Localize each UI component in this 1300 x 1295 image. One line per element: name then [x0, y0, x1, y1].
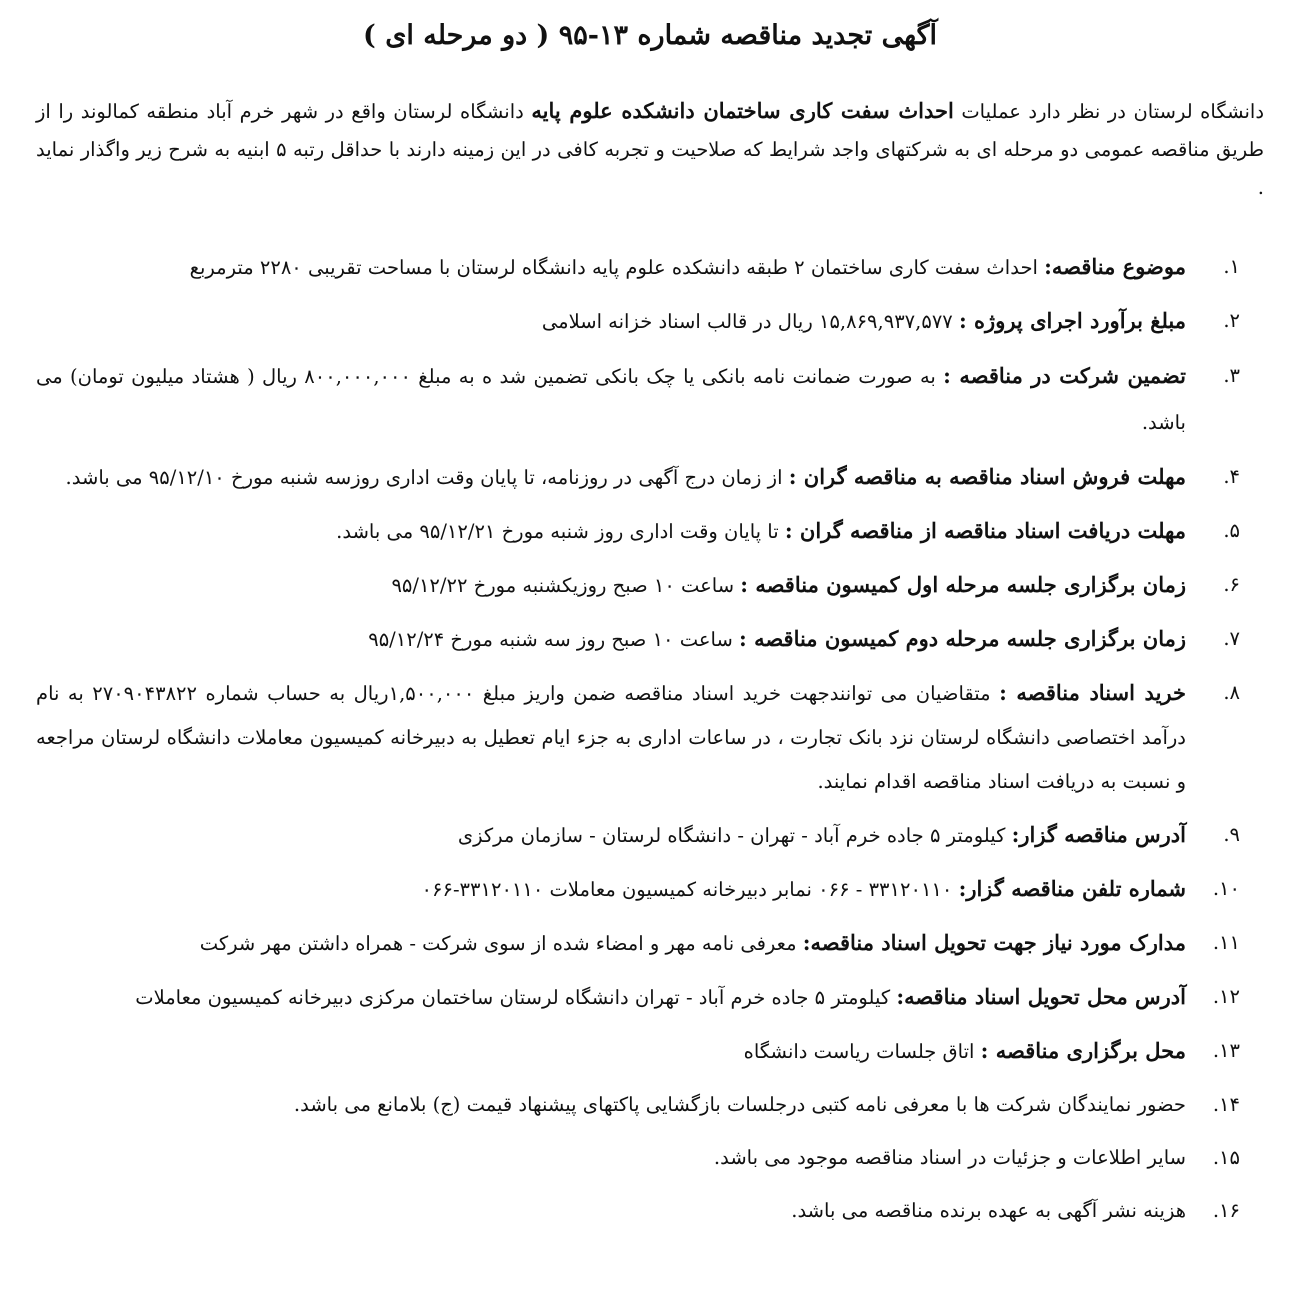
item-text: معرفی نامه مهر و امضاء شده از سوی شرکت - همراه داشتن مهر شرکت — [199, 932, 797, 955]
notice-title: آگهی تجدید مناقصه شماره ۱۳-۹۵ ( دو مرحله ای ) — [363, 20, 937, 51]
item-text: سایر اطلاعات و جزئیات در اسناد مناقصه موجود می باشد. — [713, 1146, 1186, 1169]
item-number: ۱۶. — [1212, 1199, 1240, 1222]
term-item-receipt-deadline — [36, 509, 1264, 554]
intro-project-name: احداث سفت کاری ساختمان دانشکده علوم پایه — [531, 98, 954, 123]
term-item-delivery-address — [36, 975, 1264, 1020]
item-number: ۱. — [1223, 255, 1240, 278]
item-text: هزینه نشر آگهی به عهده برنده مناقصه می باشد. — [791, 1199, 1186, 1222]
term-item-phone — [36, 867, 1264, 912]
item-text: کیلومتر ۵ جاده خرم آباد - تهران - دانشگاه لرستان - سازمان مرکزی — [457, 824, 1006, 847]
item-label: شماره تلفن مناقصه گزار: — [958, 876, 1186, 901]
item-number: ۱۰. — [1212, 877, 1240, 900]
item-number: ۹. — [1223, 823, 1240, 846]
item-label: مهلت فروش اسناد مناقصه به مناقصه گران : — [788, 464, 1186, 489]
term-item-estimate — [36, 299, 1264, 344]
item-text: ساعت ۱۰ صبح روز سه شنبه مورخ ۹۵/۱۲/۲۴ — [368, 628, 733, 651]
item-label: مبلغ برآورد اجرای پروژه : — [958, 308, 1186, 333]
item-number: ۷. — [1223, 627, 1240, 650]
item-number: ۴. — [1223, 465, 1240, 488]
term-item-venue — [36, 1029, 1264, 1074]
item-number: ۵. — [1223, 519, 1240, 542]
item-label: خرید اسناد مناقصه : — [999, 680, 1186, 705]
item-number: ۳. — [1223, 364, 1240, 387]
item-number: ۱۱. — [1212, 931, 1240, 954]
item-number: ۱۴. — [1212, 1093, 1240, 1116]
item-text: به صورت ضمانت نامه بانکی یا چک بانکی تضمین شد ه به مبلغ ۸۰۰,۰۰۰,۰۰۰ ریال ( هشتاد میلیون تومان) می باشد. — [36, 365, 1186, 434]
item-text: اتاق جلسات ریاست دانشگاه — [743, 1040, 975, 1063]
item-label: تضمین شرکت در مناقصه : — [943, 363, 1186, 388]
item-number: ۱۵. — [1212, 1146, 1240, 1169]
item-label: مهلت دریافت اسناد مناقصه از مناقصه گران : — [784, 518, 1186, 543]
intro-paragraph — [36, 92, 1264, 207]
term-item-purchase — [36, 671, 1264, 804]
item-number: ۱۲. — [1212, 985, 1240, 1008]
item-text: ۳۳۱۲۰۱۱۰ - ۰۶۶ نمابر دبیرخانه کمیسیون معاملات ۳۳۱۲۰۱۱۰-۰۶۶ — [421, 878, 953, 901]
item-text: متقاضیان می توانندجهت خرید اسناد مناقصه ضمن واریز مبلغ ۱,۵۰۰,۰۰۰ریال به حساب شماره ۲۷۰۹۰۴۳۸۲۲ به نام درآمد اختصاصی دانشگاه لرستان نزد بانک تجارت ، در ساعات اداری به جزء ایام تعطیل به دبیرخانه کمیسیون معاملات دانشگاه لرستان مراجعه و نسبت به دریافت اسناد مناقصه اقدام نمایند. — [36, 682, 1186, 793]
item-label: محل برگزاری مناقصه : — [980, 1038, 1186, 1063]
item-text: ساعت ۱۰ صبح روزیکشنبه مورخ ۹۵/۱۲/۲۲ — [391, 574, 735, 597]
item-label: آدرس محل تحویل اسناد مناقصه: — [896, 984, 1186, 1009]
intro-text-end: دانشگاه لرستان واقع در شهر خرم آباد منطقه کمالوند را از طریق مناقصه عمومی دو مرحله ای به شرکتهای واجد شرایط که صلاحیت و تجربه کافی در این زمینه دارند با حداقل رتبه ۵ ابنیه به شرح زیر واگذار نماید . — [36, 100, 1264, 199]
term-item-first-session — [36, 563, 1264, 608]
item-text: از زمان درج آگهی در روزنامه، تا پایان وقت اداری روزسه شنبه مورخ ۹۵/۱۲/۱۰ می باشد. — [65, 466, 783, 489]
item-number: ۸. — [1223, 681, 1240, 704]
item-text: کیلومتر ۵ جاده خرم آباد - تهران دانشگاه لرستان ساختمان مرکزی دبیرخانه کمیسیون معاملات — [135, 986, 891, 1009]
item-text: حضور نمایندگان شرکت ها با معرفی نامه کتبی درجلسات بازگشایی پاکتهای پیشنهاد قیمت (ج) بلامانع می باشد. — [293, 1093, 1186, 1116]
term-item-more-info — [36, 1136, 1264, 1180]
term-item-sale-deadline — [36, 455, 1264, 500]
item-number: ۲. — [1223, 309, 1240, 332]
tender-terms-list — [36, 245, 1264, 1233]
item-text: ۱۵,۸۶۹,۹۳۷,۵۷۷ ریال در قالب اسناد خزانه اسلامی — [541, 310, 953, 333]
term-item-required-documents — [36, 921, 1264, 966]
term-item-attendance — [36, 1083, 1264, 1127]
item-label: زمان برگزاری جلسه مرحله دوم کمیسون مناقصه : — [739, 626, 1186, 651]
term-item-publication-cost — [36, 1189, 1264, 1233]
item-label: زمان برگزاری جلسه مرحله اول کمیسون مناقصه : — [740, 572, 1186, 597]
term-item-second-session — [36, 617, 1264, 662]
item-text: تا پایان وقت اداری روز شنبه مورخ ۹۵/۱۲/۲۱ می باشد. — [336, 520, 779, 543]
term-item-address — [36, 813, 1264, 858]
item-label: آدرس مناقصه گزار: — [1011, 822, 1186, 847]
item-number: ۱۳. — [1212, 1039, 1240, 1062]
item-number: ۶. — [1223, 573, 1240, 596]
item-label: مدارک مورد نیاز جهت تحویل اسناد مناقصه: — [802, 930, 1186, 955]
term-item-subject — [36, 245, 1264, 290]
item-label: موضوع مناقصه: — [1044, 254, 1186, 279]
intro-text-start: دانشگاه لرستان در نظر دارد عملیات — [961, 100, 1265, 123]
term-item-guarantee — [36, 353, 1264, 446]
item-text: احداث سفت کاری ساختمان ۲ طبقه دانشکده علوم پایه دانشگاه لرستان با مساحت تقریبی ۲۲۸۰ مترمربع — [189, 256, 1038, 279]
